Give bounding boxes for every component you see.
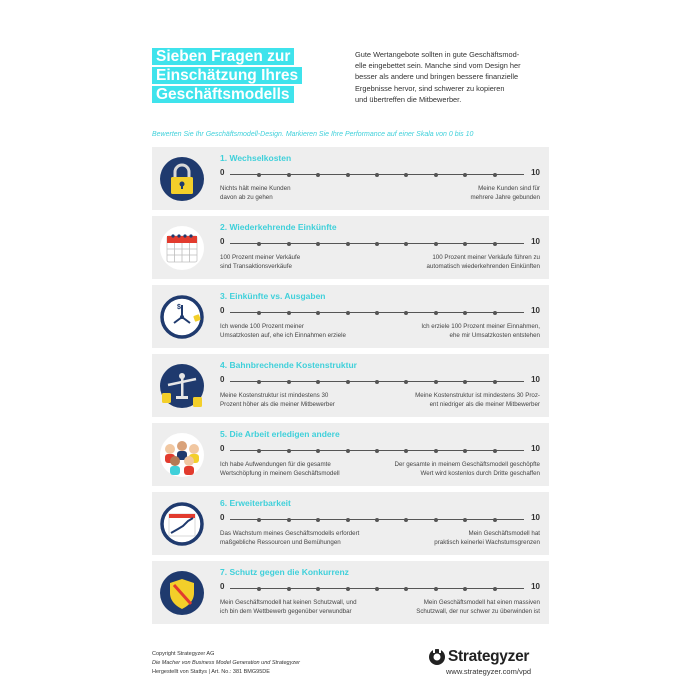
scale-cost-icon <box>160 364 204 408</box>
scale-tick[interactable] <box>434 173 438 177</box>
question-title: 6. Erweiterbarkeit <box>220 498 291 508</box>
scale-tick[interactable] <box>434 587 438 591</box>
high-description <box>365 254 540 271</box>
low-description-line: Ich habe Aufwendungen für die gesamte <box>220 461 331 468</box>
scale-tick[interactable] <box>316 380 320 384</box>
scale-tick[interactable] <box>404 518 408 522</box>
high-description-line: praktisch keinerlei Wachstumsgrenzen <box>434 538 540 546</box>
question-row-7 <box>152 561 549 624</box>
scale-tick[interactable] <box>375 449 379 453</box>
question-row-1 <box>152 147 549 210</box>
question-title: 4. Bahnbrechende Kostenstruktur <box>220 360 357 370</box>
intro-line-2: elle eingebettet sein. Manche sind vom Design her <box>355 61 521 71</box>
scale-track[interactable] <box>230 381 524 382</box>
high-description <box>370 392 540 409</box>
scale-min-label: 0 <box>220 237 225 246</box>
low-description-line: Prozent höher als die meiner Mitbewerber <box>220 400 335 408</box>
scale-tick[interactable] <box>287 242 291 246</box>
scale-track[interactable] <box>230 588 524 589</box>
scale-tick[interactable] <box>463 311 467 315</box>
scale-tick[interactable] <box>463 449 467 453</box>
scale-tick[interactable] <box>404 587 408 591</box>
scale-tick[interactable] <box>287 449 291 453</box>
low-description-line: maßgebliche Ressourcen und Bemühungen <box>220 538 341 546</box>
growth-chart-icon <box>160 502 204 546</box>
scale-tick[interactable] <box>346 173 350 177</box>
scale-tick[interactable] <box>493 173 497 177</box>
scale-tick[interactable] <box>493 587 497 591</box>
low-description-line: davon ab zu gehen <box>220 193 273 201</box>
padlock-icon <box>160 157 204 201</box>
intro-line-1: Gute Wertangebote sollten in gute Geschäftsmod- <box>355 50 520 59</box>
scale-tick[interactable] <box>463 587 467 591</box>
high-description-line: automatisch wiederkehrenden Einkünften <box>426 262 540 270</box>
scale-min-label: 0 <box>220 582 225 591</box>
title-line-1: Sieben Fragen zur <box>152 48 294 65</box>
scale-tick[interactable] <box>316 449 320 453</box>
strategyzer-logo-icon <box>428 648 446 666</box>
high-description-line: Der gesamte in meinem Geschäftsmodell geschöpfte <box>394 461 540 468</box>
scale-tick[interactable] <box>434 311 438 315</box>
high-description-line: Schutzwall, der nur schwer zu überwinden ist <box>416 607 540 615</box>
scale-tick[interactable] <box>434 518 438 522</box>
scale-min-label: 0 <box>220 375 225 384</box>
scale-tick[interactable] <box>346 518 350 522</box>
strategyzer-logo <box>428 648 529 666</box>
scale-tick[interactable] <box>404 311 408 315</box>
logo-text: Strategyzer <box>448 648 530 665</box>
scale-tick[interactable] <box>346 449 350 453</box>
question-title: 2. Wiederkehrende Einkünfte <box>220 222 337 232</box>
question-row-4 <box>152 354 549 417</box>
scale-tick[interactable] <box>257 449 261 453</box>
scale-tick[interactable] <box>493 449 497 453</box>
low-description <box>220 530 395 547</box>
scale-max-label: 10 <box>531 513 540 522</box>
scale-tick[interactable] <box>463 242 467 246</box>
high-description-line: Wert wird kostenlos durch Dritte geschaffen <box>420 469 540 477</box>
scale-tick[interactable] <box>316 311 320 315</box>
high-description-line: Mein Geschäftsmodell hat <box>468 530 540 537</box>
scale-max-label: 10 <box>531 237 540 246</box>
produced-text: Hergestellt von Stattys | Art. No.: 381 BMG95DE <box>152 669 270 675</box>
low-description <box>220 254 380 271</box>
scale-tick[interactable] <box>375 587 379 591</box>
low-description-line: Mein Geschäftsmodell hat keinen Schutzwall, und <box>220 599 357 606</box>
scale-min-label: 0 <box>220 444 225 453</box>
rating-scale[interactable] <box>220 168 540 180</box>
scale-tick[interactable] <box>316 242 320 246</box>
calendar-icon <box>160 226 204 270</box>
high-description <box>365 599 540 616</box>
low-description-line: 100 Prozent meiner Verkäufe <box>220 254 301 261</box>
low-description-line: Das Wachstum meines Geschäftsmodells erfordert <box>220 530 360 537</box>
rating-scale[interactable] <box>220 306 540 318</box>
scale-tick[interactable] <box>316 518 320 522</box>
scale-track[interactable] <box>230 312 524 313</box>
question-row-6 <box>152 492 549 555</box>
high-description-line: ent niedriger als die meiner Mitbewerber <box>429 400 540 408</box>
rating-scale[interactable] <box>220 582 540 594</box>
page-title <box>152 48 332 105</box>
scale-tick[interactable] <box>346 587 350 591</box>
intro-line-5: und übertreffen die Mitbewerber. <box>355 94 462 104</box>
clock-money-icon <box>160 295 204 339</box>
scale-tick[interactable] <box>434 242 438 246</box>
scale-tick[interactable] <box>257 311 261 315</box>
scale-max-label: 10 <box>531 582 540 591</box>
low-description-line: Wertschöpfung in meinem Geschäftsmodell <box>220 469 340 477</box>
scale-tick[interactable] <box>287 587 291 591</box>
rating-scale[interactable] <box>220 444 540 456</box>
high-description <box>380 530 540 547</box>
scale-max-label: 10 <box>531 168 540 177</box>
scale-tick[interactable] <box>375 311 379 315</box>
high-description-line: Meine Kunden sind für <box>478 185 540 192</box>
scale-min-label: 0 <box>220 513 225 522</box>
question-row-2 <box>152 216 549 279</box>
scale-track[interactable] <box>230 174 524 175</box>
title-line-3: Geschäftsmodells <box>152 86 294 103</box>
scale-tick[interactable] <box>463 173 467 177</box>
scale-tick[interactable] <box>404 242 408 246</box>
low-description <box>220 185 380 202</box>
scale-tick[interactable] <box>287 173 291 177</box>
scale-tick[interactable] <box>287 518 291 522</box>
rating-scale[interactable] <box>220 375 540 387</box>
scale-tick[interactable] <box>404 380 408 384</box>
rating-scale[interactable] <box>220 513 540 525</box>
scale-tick[interactable] <box>434 380 438 384</box>
scale-track[interactable] <box>230 450 524 451</box>
scale-tick[interactable] <box>375 518 379 522</box>
scale-max-label: 10 <box>531 375 540 384</box>
scale-tick[interactable] <box>375 173 379 177</box>
scale-tick[interactable] <box>316 173 320 177</box>
low-description-line: Umsatzkosten auf, ehe ich Einnahmen erziele <box>220 331 346 339</box>
footer-credits <box>152 650 300 677</box>
question-row-5 <box>152 423 549 486</box>
high-description-line: Meine Kostenstruktur ist mindestens 30 Proz- <box>415 392 540 399</box>
question-title: 1. Wechselkosten <box>220 153 292 163</box>
website-url[interactable]: www.strategyzer.com/vpd <box>446 667 532 676</box>
intro-text <box>355 49 555 105</box>
scale-tick[interactable] <box>493 311 497 315</box>
scale-tick[interactable] <box>493 380 497 384</box>
scale-min-label: 0 <box>220 168 225 177</box>
scale-tick[interactable] <box>493 518 497 522</box>
high-description-line: Mein Geschäftsmodell hat einen massiven <box>423 599 540 606</box>
low-description-line: Meine Kostenstruktur ist mindestens 30 <box>220 392 329 399</box>
scale-tick[interactable] <box>375 380 379 384</box>
scale-track[interactable] <box>230 519 524 520</box>
crowd-icon <box>160 433 204 477</box>
high-description <box>380 185 540 202</box>
instruction-text: Bewerten Sie Ihr Geschäftsmodell-Design. Markieren Sie Ihre Performance auf einer Skala von 0 bis 10 <box>152 131 474 138</box>
high-description <box>365 323 540 340</box>
scale-tick[interactable] <box>404 449 408 453</box>
scale-tick[interactable] <box>404 173 408 177</box>
title-line-2: Einschätzung Ihres <box>152 67 302 84</box>
scale-tick[interactable] <box>316 587 320 591</box>
high-description-line: Ich erziele 100 Prozent meiner Einnahmen, <box>421 323 540 330</box>
scale-tick[interactable] <box>346 311 350 315</box>
svg-text:$: $ <box>177 304 181 311</box>
scale-tick[interactable] <box>375 242 379 246</box>
scale-tick[interactable] <box>257 587 261 591</box>
scale-tick[interactable] <box>346 242 350 246</box>
intro-line-3: besser als andere und bringen bessere finanzielle <box>355 72 519 82</box>
scale-tick[interactable] <box>434 449 438 453</box>
scale-track[interactable] <box>230 243 524 244</box>
scale-tick[interactable] <box>463 380 467 384</box>
scale-tick[interactable] <box>287 311 291 315</box>
scale-tick[interactable] <box>493 242 497 246</box>
scale-tick[interactable] <box>346 380 350 384</box>
makers-text: Die Macher von Business Model Generation und Strategyzer <box>152 660 300 666</box>
low-description <box>220 392 380 409</box>
low-description-line: ich bin dem Wettbewerb gegenüber verwundbar <box>220 607 352 615</box>
low-description-line: sind Transaktionsverkäufe <box>220 262 292 270</box>
scale-tick[interactable] <box>463 518 467 522</box>
question-row-3 <box>152 285 549 348</box>
scale-tick[interactable] <box>257 242 261 246</box>
high-description-line: mehrere Jahre gebunden <box>470 193 540 201</box>
high-description-line: ehe mir Umsatzkosten entstehen <box>449 331 540 339</box>
low-description-line: Ich wende 100 Prozent meiner <box>220 323 304 330</box>
scale-min-label: 0 <box>220 306 225 315</box>
question-title: 7. Schutz gegen die Konkurrenz <box>220 567 349 577</box>
rating-scale[interactable] <box>220 237 540 249</box>
intro-line-4: Ergebnisse hervor, sind schwerer zu kopieren <box>355 83 505 93</box>
question-title: 3. Einkünfte vs. Ausgaben <box>220 291 326 301</box>
question-title: 5. Die Arbeit erledigen andere <box>220 429 340 439</box>
copyright-text: Copyright Strategyzer AG <box>152 651 215 657</box>
scale-max-label: 10 <box>531 306 540 315</box>
scale-tick[interactable] <box>287 380 291 384</box>
scale-tick[interactable] <box>257 380 261 384</box>
low-description-line: Nichts hält meine Kunden <box>220 185 291 192</box>
shield-icon <box>160 571 204 615</box>
scale-tick[interactable] <box>257 518 261 522</box>
scale-max-label: 10 <box>531 444 540 453</box>
high-description-line: 100 Prozent meiner Verkäufe führen zu <box>432 254 540 261</box>
high-description <box>350 461 540 478</box>
scale-tick[interactable] <box>257 173 261 177</box>
